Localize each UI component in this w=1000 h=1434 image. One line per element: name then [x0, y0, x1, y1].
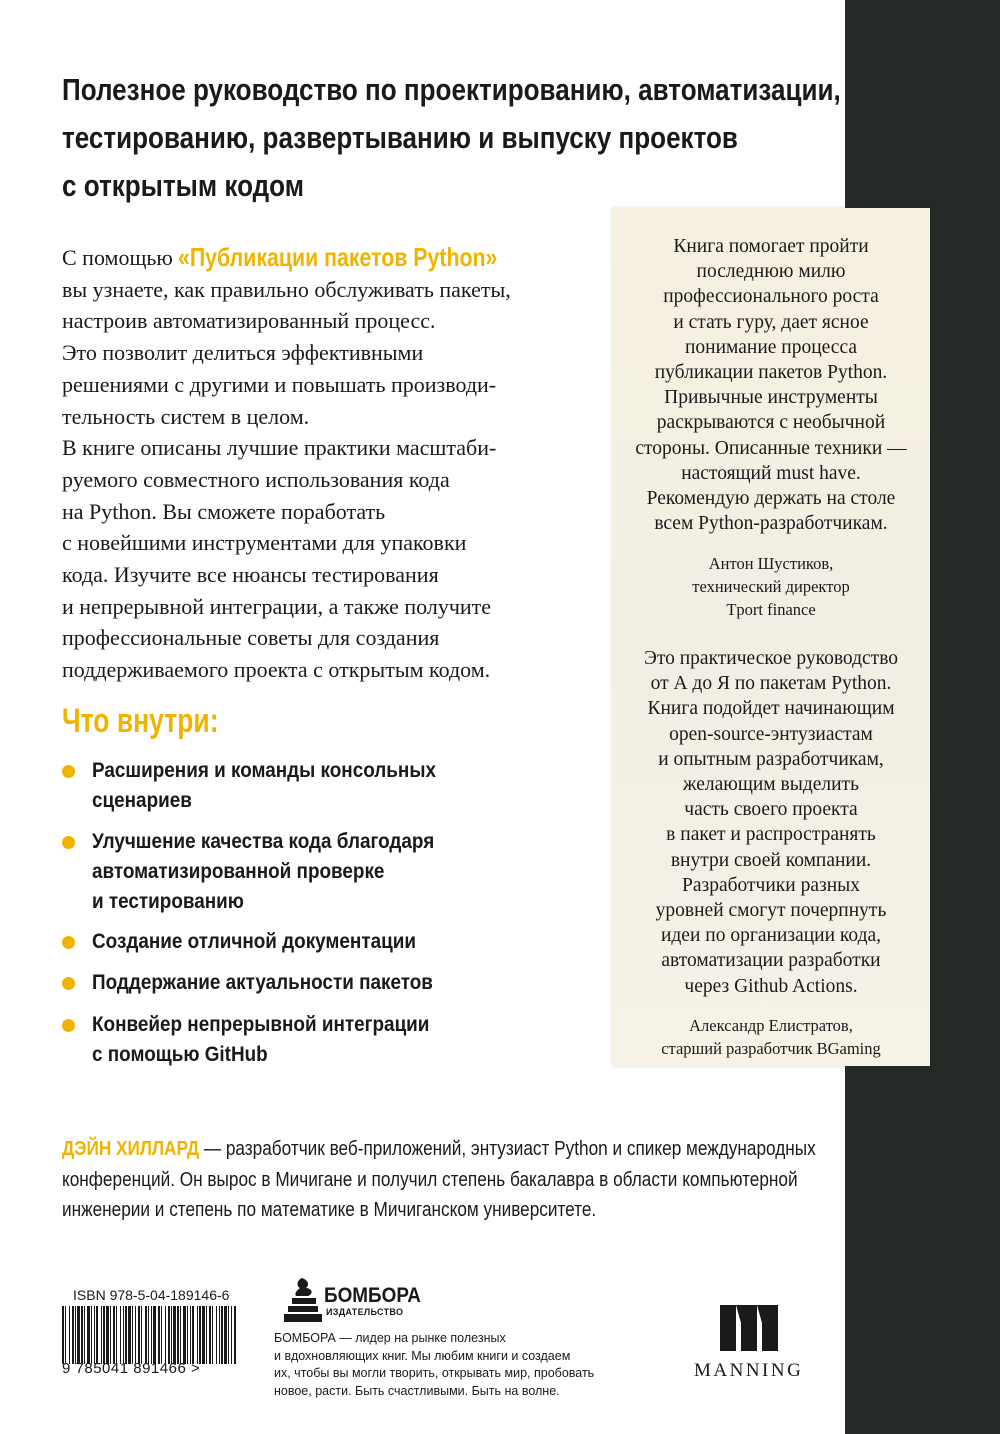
testimonial-line: Разработчики разных: [682, 874, 860, 896]
testimonial-line: от А до Я по пакетам Python.: [650, 673, 892, 695]
list-item: [62, 827, 472, 917]
testimonial-line: настоящий must have.: [681, 462, 861, 484]
intro-line: В книге описаны лучшие практики масштаби-: [62, 435, 497, 461]
intro-line: профессиональные советы для создания: [62, 625, 440, 651]
testimonial-line: всем Python-разработчикам.: [654, 513, 888, 535]
testimonial-line: Рекомендую держать на столе: [646, 488, 896, 510]
bullet-dot-icon: [62, 836, 75, 849]
book-title-highlight: «Публикации пакетов Python»: [178, 242, 498, 272]
publisher-subtitle: ИЗДАТЕЛЬСТВО: [326, 1307, 404, 1317]
list-item-line: Улучшение качества кода благодаря: [92, 830, 435, 853]
testimonial-line: Это практическое руководство: [643, 648, 899, 669]
headline-line: Полезное руководство по проектированию, автоматизации,: [62, 72, 841, 107]
list-item-line: автоматизированной проверке: [92, 860, 385, 883]
publisher-description: [274, 1330, 594, 1400]
publisher-description-line: БОМБОРА — лидер на рынке полезных: [274, 1331, 506, 1345]
list-item-line: и тестированию: [92, 890, 244, 913]
testimonial-line: понимание процесса: [684, 336, 858, 358]
testimonial-signature: [612, 552, 930, 621]
testimonial-line: публикации пакетов Python.: [654, 362, 888, 384]
author-bio-line: инженерии и степень по математике в Мичиганском университете.: [62, 1199, 597, 1221]
list-item: [62, 1010, 467, 1070]
signature-line: Александр Елистратов,: [689, 1016, 853, 1035]
testimonial-line: Книга подойдет начинающим: [647, 698, 895, 720]
bombora-logo-icon: [282, 1276, 324, 1324]
inside-title: Что внутри:: [62, 702, 219, 740]
publisher-name: БОМБОРА: [324, 1284, 421, 1307]
intro-line: вы узнаете, как правильно обслуживать пакеты,: [62, 276, 511, 302]
testimonial-line: уровней смогут почерпнуть: [655, 900, 887, 922]
signature-line: Антон Шустиков,: [708, 554, 834, 573]
author-bio-line: [62, 1134, 816, 1165]
list-item: [62, 968, 471, 998]
list-item: [62, 756, 474, 816]
testimonial-line: open-source-энтузиастам: [669, 723, 873, 745]
intro-line: поддерживаемого проекта с открытым кодом.: [62, 657, 491, 683]
testimonial-line: последнюю милю: [696, 261, 846, 283]
intro-line: настроив автоматизированный процесс.: [62, 308, 436, 334]
publisher-description-line: и вдохновляющих книг. Мы любим книги и создаем: [274, 1348, 571, 1363]
intro-prefix: С помощью: [62, 245, 173, 270]
testimonial-line: желающим выделить: [683, 774, 859, 796]
testimonial-line: часть своего проекта: [684, 799, 858, 821]
list-item-line: Расширения и команды консольных: [92, 759, 436, 782]
intro-line: тельность систем в целом.: [62, 403, 310, 429]
headline: [62, 66, 841, 210]
intro-line: с новейшими инструментами для упаковки: [62, 530, 467, 556]
barcode-icon: [60, 1306, 240, 1364]
testimonial-line: в пакет и распространять: [666, 824, 876, 846]
isbn-label: ISBN 978-5-04-189146-6: [73, 1287, 230, 1303]
intro-line: руемого совместного использования кода: [62, 466, 450, 492]
bullet-dot-icon: [62, 936, 75, 949]
testimonial-line: через Github Actions.: [684, 975, 858, 997]
testimonial-line: и стать гуру, дает ясное: [673, 311, 869, 333]
testimonial-line: автоматизации разработки: [661, 950, 881, 972]
headline-line: тестированию, развертыванию и выпуску проектов: [62, 120, 738, 155]
testimonial-line: Привычные инструменты: [664, 387, 878, 409]
author-bio-text: — разработчик веб-приложений, энтузиаст Python и спикер международных: [199, 1138, 816, 1160]
testimonial-line: стороны. Описанные техники —: [635, 437, 907, 459]
testimonials-box: [612, 208, 930, 1066]
author-bio-line: конференций. Он вырос в Мичигане и получил степень бакалавра в области компьютерной: [62, 1168, 798, 1191]
bullet-dot-icon: [62, 977, 75, 990]
signature-line: Tport finance: [726, 600, 816, 619]
barcode-digits: 9 785041 891466 >: [62, 1360, 201, 1377]
bullet-dot-icon: [62, 1019, 75, 1032]
testimonial-line: Книга помогает пройти: [673, 236, 869, 257]
list-item: [62, 927, 452, 957]
list-item-line: Создание отличной документации: [92, 930, 416, 953]
publisher-description-line: новое, расти. Быть счастливыми. Быть на волне.: [274, 1383, 560, 1398]
signature-line: старший разработчик BGaming: [661, 1039, 881, 1058]
list-item-line: Конвейер непрерывной интеграции: [92, 1013, 430, 1036]
headline-line: с открытым кодом: [62, 168, 305, 203]
publisher-description-line: их, чтобы вы могли творить, открывать мир, пробовать: [274, 1366, 595, 1380]
bullet-dot-icon: [62, 765, 75, 778]
author-name: ДЭЙН ХИЛЛАРД: [62, 1138, 200, 1160]
list-item-line: Поддержание актуальности пакетов: [92, 971, 433, 994]
list-item-line: сценариев: [92, 789, 192, 812]
signature-line: технический директор: [692, 577, 850, 596]
manning-logo-icon: [718, 1303, 780, 1353]
intro-line: решениями с другими и повышать производи-: [62, 371, 497, 397]
testimonial-text: [612, 646, 930, 999]
intro-line: кода. Изучите все нюансы тестирования: [62, 562, 439, 588]
author-bio: [62, 1134, 892, 1226]
testimonial-line: внутри своей компании.: [670, 849, 872, 871]
testimonial-signature: [612, 1014, 930, 1060]
testimonial-line: раскрываются с необычной: [656, 412, 886, 434]
intro-line: и непрерывной интеграции, а также получите: [62, 593, 492, 619]
intro-line: Это позволит делиться эффективными: [62, 340, 424, 366]
intro-line: на Python. Вы сможете поработать: [62, 498, 386, 524]
imprint-name: MANNING: [694, 1360, 804, 1381]
testimonial-line: профессионального роста: [663, 286, 879, 308]
intro-first-line: [62, 242, 622, 274]
list-item-line: с помощью GitHub: [92, 1043, 268, 1066]
testimonial-line: идеи по организации кода,: [660, 925, 882, 947]
testimonial-text: [612, 234, 930, 536]
intro-paragraph: [62, 242, 622, 686]
testimonial-line: и опытным разработчикам,: [658, 748, 884, 770]
